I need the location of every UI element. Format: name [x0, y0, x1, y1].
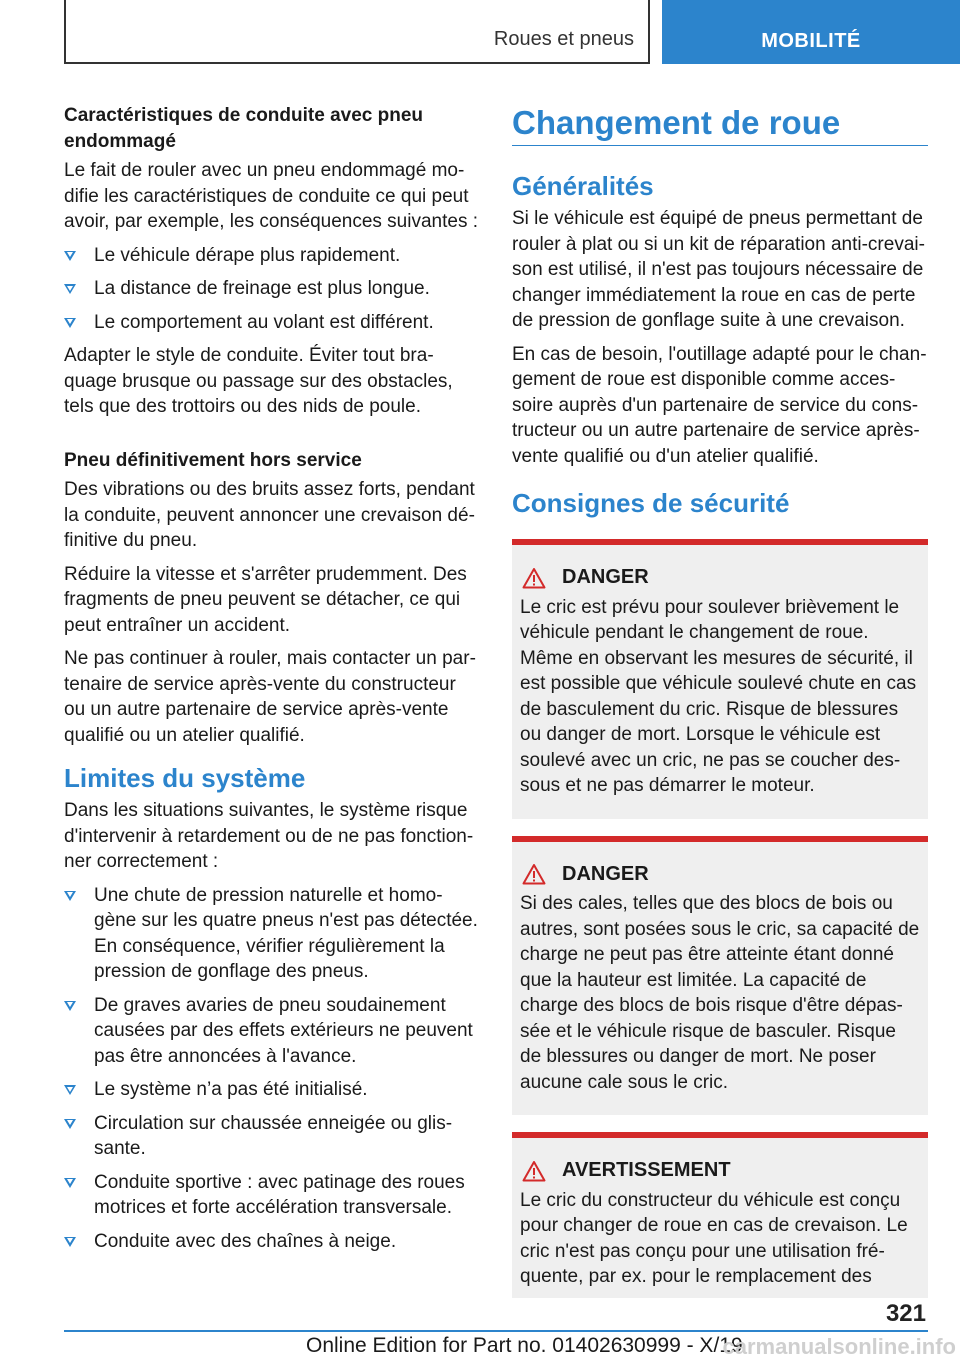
list-item: Le véhicule dérape plus rapidement.	[64, 243, 478, 269]
bullet-list	[64, 243, 478, 336]
heading-safety: Consignes de sécurité	[512, 488, 790, 518]
warning-triangle-icon	[522, 863, 546, 885]
paragraph: Le fait de rouler avec un pneu endommagé modifie les caractéristiques de conduite ce qui peut avoir, par exemple, les conséquences suivantes :	[64, 160, 479, 232]
paragraph: Des vibrations ou des bruits assez forts, pendant la conduite, peuvent annoncer une crevaison définitive du pneu.	[64, 479, 475, 551]
warning-triangle-icon	[522, 1160, 546, 1182]
left-column	[64, 103, 478, 1262]
subheading-tire-out-of-service: Pneu définitivement hors service	[64, 449, 362, 471]
page-title: Changement de roue	[512, 103, 928, 146]
paragraph: Adapter le style de conduite. Éviter tout braquage brusque ou passage sur des obstacles, tels que des trottoirs ou des nids de poule.	[64, 345, 453, 417]
list-item: Conduite sportive : avec patinage des roues motrices et forte accélération transversale.	[64, 1170, 478, 1221]
heading-general: Généralités	[512, 171, 654, 201]
chapter-tab[interactable]: MOBILITÉ	[662, 0, 960, 64]
heading-system-limits: Limites du système	[64, 763, 306, 793]
warning-text: Le cric est prévu pour soulever brièvement le véhicule pendant le changement de roue. Même en observant les mesures de sécurité, il est possible que véhicule soulevé chute en cas de basculement du cric. Risque de blessures ou danger de mort. Lorsque le véhicule est soulevé avec un cric, ne pas se coucher dessous et ne pas démarrer le moteur.	[520, 596, 917, 796]
right-column	[512, 103, 928, 1315]
bullet-triangle-icon	[64, 251, 76, 261]
bullet-triangle-icon	[64, 1237, 76, 1247]
warning-box-caution	[512, 1132, 928, 1298]
warning-header	[520, 862, 920, 888]
paragraph: Réduire la vitesse et s'arrêter prudemment. Des fragments de pneu peuvent se détacher, ce qui peut entraîner un accident.	[64, 563, 467, 636]
list-item: De graves avaries de pneu soudainement causées par des effets extérieurs ne peuvent pas être annoncées à l'avance.	[64, 993, 478, 1070]
bullet-list	[64, 883, 478, 1255]
footer-edition: Online Edition for Part no. 01402630999 - X/19	[306, 1334, 743, 1357]
paragraph: Si le véhicule est équipé de pneus permettant de rouler à plat ou si un kit de réparation anti-crevaison est utilisé, il n'est pas toujours nécessaire de changer immédiatement la roue en cas de perte de pression de gonflage suite à une crevaison.	[512, 208, 925, 331]
warning-label: DANGER	[562, 862, 649, 885]
warning-header	[520, 565, 920, 591]
subheading-damaged-tire: Caractéristiques de conduite avec pneu endommagé	[64, 105, 424, 152]
list-item: Une chute de pression naturelle et homogène sur les quatre pneus n'est pas détectée. En conséquence, vérifier régulièrement la pression de gonflage des pneus.	[64, 883, 478, 985]
list-item: Circulation sur chaussée enneigée ou glissante.	[64, 1111, 478, 1162]
list-item: Le système n’a pas été initialisé.	[64, 1077, 478, 1103]
bullet-triangle-icon	[64, 1178, 76, 1188]
warning-text: Si des cales, telles que des blocs de bois ou autres, sont posées sous le cric, sa capacité de charge ne peut pas être atteinte étant donné que la hauteur est limitée. La capacité de charge des blocs de bois risque d'être dépassée et le véhicule risque de basculer. Risque de blessures ou danger de mort. Ne poser aucune cale sous le cric.	[520, 893, 920, 1093]
list-item: Le comportement au volant est différent.	[64, 310, 478, 336]
warning-label: DANGER	[562, 566, 649, 588]
page-number: 321	[885, 1300, 926, 1327]
section-title: Roues et pneus	[493, 28, 634, 50]
warning-label: AVERTISSEMENT	[562, 1159, 731, 1181]
bullet-triangle-icon	[64, 1001, 76, 1011]
paragraph: Ne pas continuer à rouler, mais contacter un partenaire de service après-vente du constructeur ou un autre partenaire de service après-vente qualifié ou un atelier qualifié.	[64, 648, 476, 746]
footer-divider	[64, 1330, 928, 1332]
bullet-triangle-icon	[64, 318, 76, 328]
warning-triangle-icon	[522, 567, 546, 589]
watermark: carmanualsonline.info	[722, 1334, 956, 1359]
warning-header	[520, 1158, 920, 1184]
paragraph: En cas de besoin, l'outillage adapté pour le changement de roue est disponible comme accessoire auprès d'un partenaire de service du constructeur ou un autre partenaire de service après-vente qualifié ou d'un atelier qualifié.	[512, 343, 927, 467]
warning-box-danger	[512, 539, 928, 819]
list-item: La distance de freinage est plus longue.	[64, 276, 478, 302]
bullet-triangle-icon	[64, 891, 76, 901]
bullet-triangle-icon	[64, 1085, 76, 1095]
list-item: Conduite avec des chaînes à neige.	[64, 1229, 478, 1255]
bullet-triangle-icon	[64, 284, 76, 294]
warning-text: Le cric du constructeur du véhicule est conçu pour changer de roue en cas de crevaison. Le cric n'est pas conçu pour une utilisation fréquente, par ex. pour le remplacement des	[520, 1189, 908, 1287]
bullet-triangle-icon	[64, 1119, 76, 1129]
paragraph: Dans les situations suivantes, le système risque d'intervenir à retardement ou de ne pas fonctionner correctement :	[64, 800, 474, 872]
warning-box-danger	[512, 836, 928, 1116]
